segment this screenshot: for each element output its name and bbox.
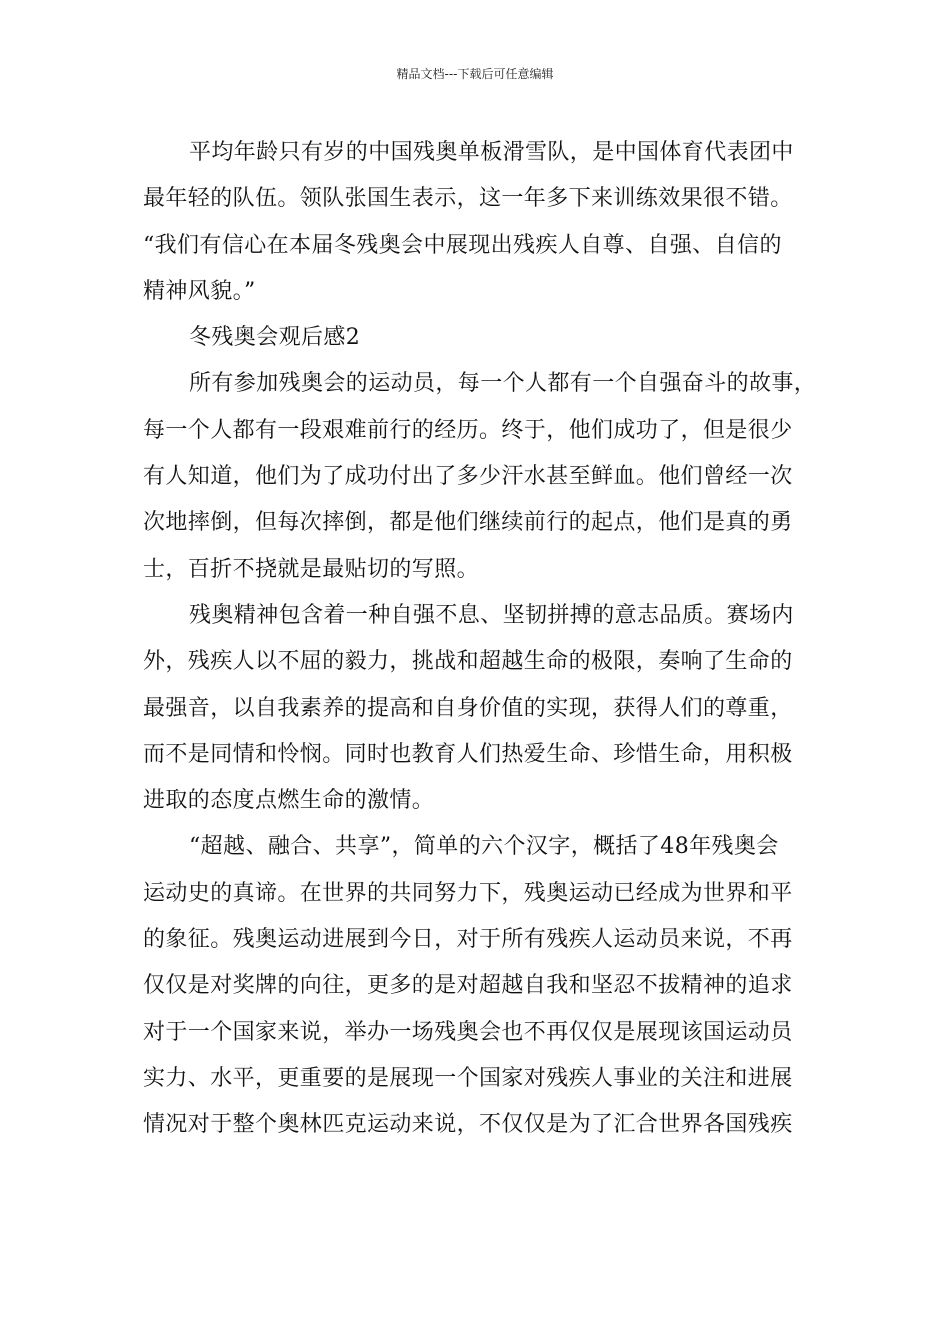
- text-line: 仅仅是对奖牌的向往，更多的是对超越自我和坚忍不拔精神的追求: [143, 973, 793, 999]
- text-line: 最强音，以自我素养的提高和自身价值的实现，获得人们的尊重，: [143, 695, 793, 721]
- text-line: 残奥精神包含着一种自强不息、坚韧拼搏的意志品质。赛场内: [189, 602, 794, 628]
- text-line: 外，残疾人以不屈的毅力，挑战和超越生命的极限，奏响了生命的: [143, 649, 793, 675]
- text-line: 次地摔倒，但每次摔倒，都是他们继续前行的起点，他们是真的勇: [143, 510, 793, 536]
- document-body: [143, 130, 817, 1149]
- section-heading: 冬残奥会观后感2: [189, 325, 361, 351]
- body-lines: [143, 130, 817, 1149]
- text-line: 的象征。残奥运动进展到今日，对于所有残疾人运动员来说，不再: [143, 927, 793, 953]
- page-header: 精品文档---下载后可任意编辑: [396, 67, 554, 81]
- text-line: 进取的态度点燃生命的激情。: [143, 788, 435, 814]
- text-line: 每一个人都有一段艰难前行的经历。终于，他们成功了，但是很少: [143, 417, 793, 443]
- text-line: 运动史的真谛。在世界的共同努力下，残奥运动已经成为世界和平: [143, 880, 793, 906]
- text-line: “我们有信心在本届冬残奥会中展现出残疾人自尊、自强、自信的: [143, 232, 782, 258]
- text-line: “超越、融合、共享”，简单的六个汉字，概括了48年残奥会: [189, 834, 779, 860]
- text-line: 平均年龄只有岁的中国残奥单板滑雪队，是中国体育代表团中: [189, 140, 794, 165]
- text-line: 有人知道，他们为了成功付出了多少汗水甚至鲜血。他们曾经一次: [143, 464, 793, 490]
- text-line: 所有参加残奥会的运动员，每一个人都有一个自强奋斗的故事，: [189, 371, 817, 397]
- text-line: 精神风貌。”: [143, 278, 256, 304]
- text-line: 最年轻的队伍。领队张国生表示，这一年多下来训练效果很不错。: [143, 186, 793, 212]
- text-line: 实力、水平，更重要的是展现一个国家对残疾人事业的关注和进展: [143, 1065, 793, 1091]
- text-line: 对于一个国家来说，举办一场残奥会也不再仅仅是展现该国运动员: [143, 1019, 793, 1045]
- text-line: 士，百折不挠就是最贴切的写照。: [143, 556, 480, 582]
- text-line: 情况对于整个奥林匹克运动来说，不仅仅是为了汇合世界各国残疾: [143, 1112, 793, 1138]
- text-line: 而不是同情和怜悯。同时也教育人们热爱生命、珍惜生命，用积极: [143, 741, 793, 767]
